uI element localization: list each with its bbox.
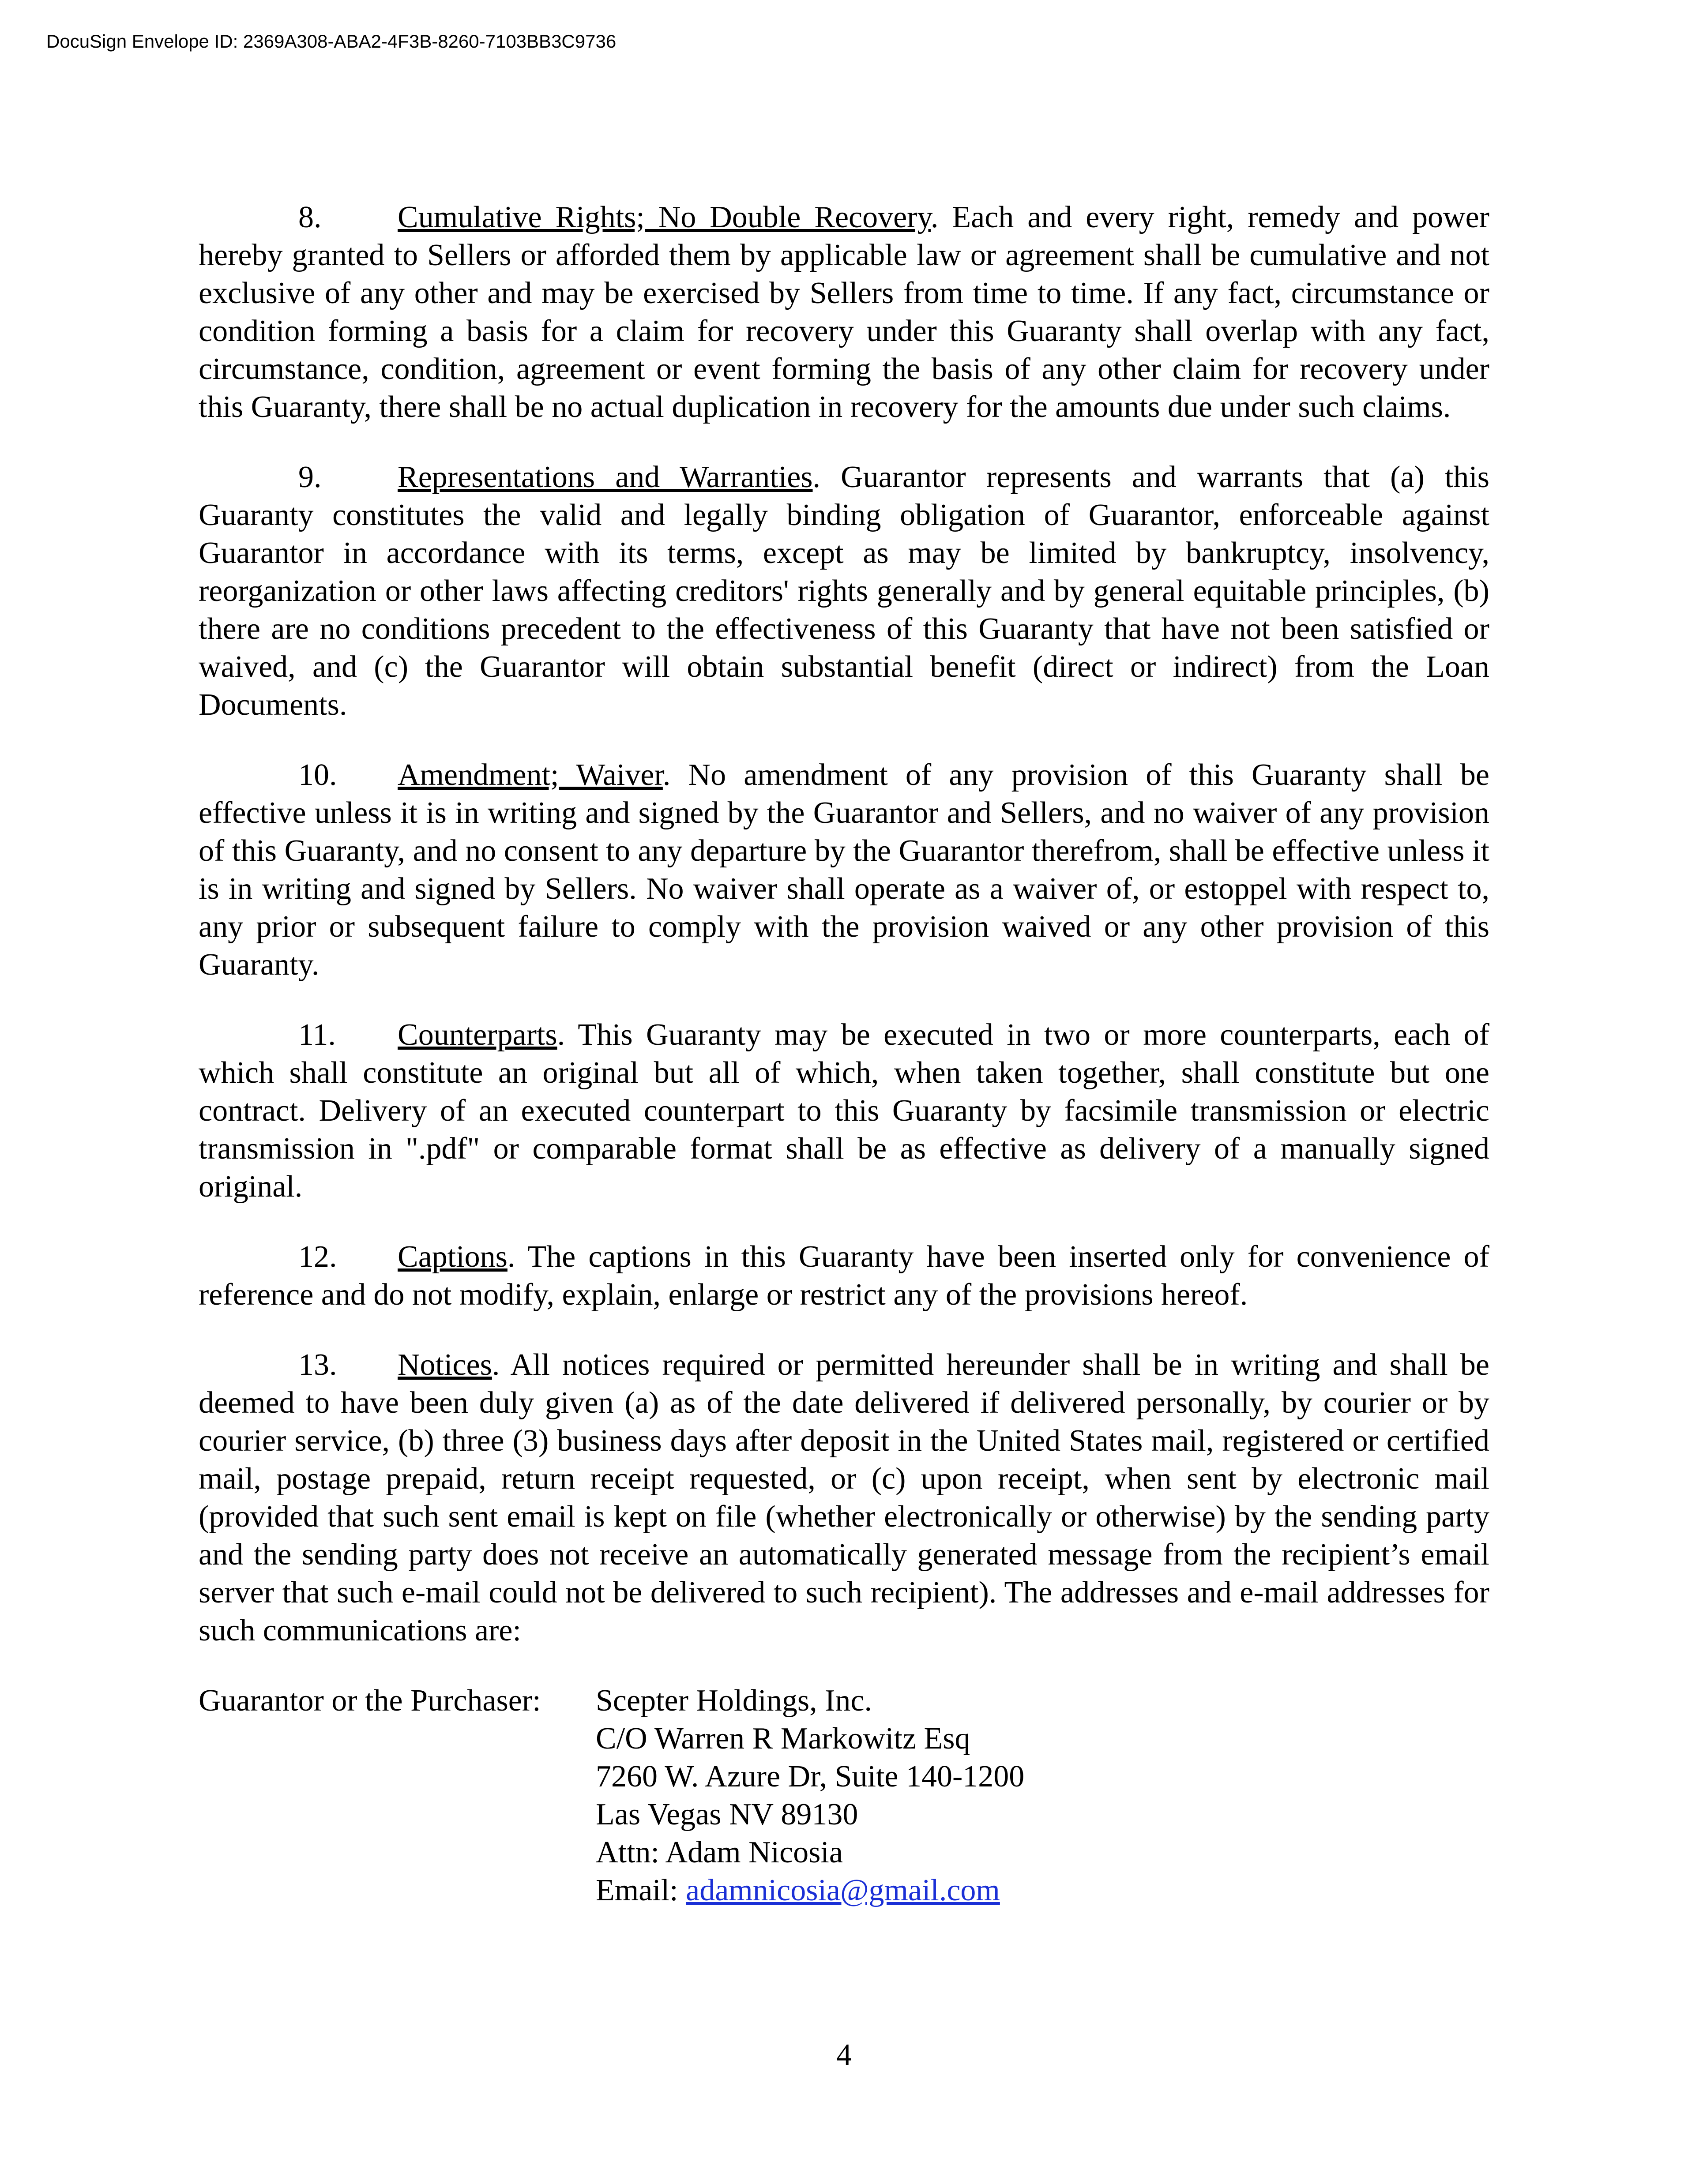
section-body: . Each and every right, remedy and power hereby granted to Sellers or afforded them by applicable law or agreement shall be cumulative and not exclusive of any other and may be exercised by Sellers from time to time. If any fact, circumstance or condition forming a basis for a claim for recovery under this Guaranty shall overlap with any fact, circumstance, condition, agreement or event forming the basis of any other claim for recovery under this Guaranty, there shall be no actual duplication in recovery for the amounts due under such claims.	[199, 200, 1489, 424]
address-street: 7260 W. Azure Dr, Suite 140-1200	[596, 1760, 1025, 1794]
section-body: . All notices required or permitted hereunder shall be in writing and shall be deemed to have been duly given (a) as of the date delivered if delivered personally, by courier or by courier service, (b) three (3) business days after deposit in the United States mail, registered or certified mail, postage prepaid, return receipt requested, or (c) upon receipt, when sent by electronic mail (provided that such sent email is kept on file (whether electronically or otherwise) by the sending party and the sending party does not receive an automatically generated message from the recipient’s email server that such e-mail could not be delivered to such recipient). The addresses and e-mail addresses for such communications are:	[199, 1348, 1489, 1647]
section-9	[199, 458, 1489, 724]
section-body: . Guarantor represents and warrants that (a) this Guaranty constitutes the valid and legally binding obligation of Guarantor, enforceable against Guarantor in accordance with its terms, except as may be limited by bankruptcy, insolvency, reorganization or other laws affecting creditors' rights generally and by general equitable principles, (b) there are no conditions precedent to the effectiveness of this Guaranty that have not been satisfied or waived, and (c) the Guarantor will obtain substantial benefit (direct or indirect) from the Loan Documents.	[199, 460, 1489, 722]
section-number: 13.	[298, 1348, 337, 1382]
section-body: . The captions in this Guaranty have been inserted only for convenience of reference and do not modify, explain, enlarge or restrict any of the provisions hereof.	[199, 1240, 1489, 1312]
section-heading: Notices	[398, 1348, 492, 1382]
section-13	[199, 1346, 1489, 1650]
section-heading: Captions	[398, 1240, 508, 1274]
section-body: . No amendment of any provision of this Guaranty shall be effective unless it is in writing and signed by the Guarantor and Sellers, and no waiver of any provision of this Guaranty, and no consent to any departure by the Guarantor therefrom, shall be effective unless it is in writing and signed by Sellers. No waiver shall operate as a waiver of, or estoppel with respect to, any prior or subsequent failure to comply with the provision waived or any other provision of this Guaranty.	[199, 758, 1490, 982]
address-attention: Attn: Adam Nicosia	[596, 1835, 843, 1869]
page-number: 4	[836, 2038, 852, 2072]
address-lines	[596, 1682, 1024, 1910]
address-company: Scepter Holdings, Inc.	[596, 1684, 872, 1718]
address-care-of: C/O Warren R Markowitz Esq	[596, 1722, 970, 1756]
address-email-line	[596, 1872, 1024, 1910]
notice-address-block	[199, 1682, 1489, 1910]
email-link[interactable]: adamnicosia@gmail.com	[686, 1873, 1000, 1907]
section-heading: Amendment; Waiver	[398, 758, 663, 792]
section-number: 9.	[298, 460, 322, 494]
section-number: 10.	[298, 758, 337, 792]
section-number: 12.	[298, 1240, 337, 1274]
section-body: . This Guaranty may be executed in two or more counterparts, each of which shall constitute an original but all of which, when taken together, shall constitute but one contract. Delivery of an executed counterpart to this Guaranty by facsimile transmission or electric transmission in ".pdf" or comparable format shall be as effective as delivery of a manually signed original.	[199, 1018, 1489, 1204]
docusign-envelope-id: DocuSign Envelope ID: 2369A308-ABA2-4F3B-8260-7103BB3C9736	[46, 31, 617, 52]
section-number: 8.	[298, 200, 322, 234]
document-body	[199, 199, 1489, 1910]
section-11	[199, 1016, 1489, 1206]
address-label: Guarantor or the Purchaser:	[199, 1684, 541, 1718]
section-12	[199, 1238, 1489, 1314]
section-heading: Cumulative Rights; No Double Recovery	[398, 200, 931, 234]
address-city: Las Vegas NV 89130	[596, 1797, 858, 1831]
email-label: Email:	[596, 1873, 686, 1907]
section-number: 11.	[298, 1018, 336, 1052]
section-8	[199, 199, 1489, 426]
section-10	[199, 756, 1489, 984]
section-heading: Counterparts	[398, 1018, 557, 1052]
section-heading: Representations and Warranties	[398, 460, 813, 494]
